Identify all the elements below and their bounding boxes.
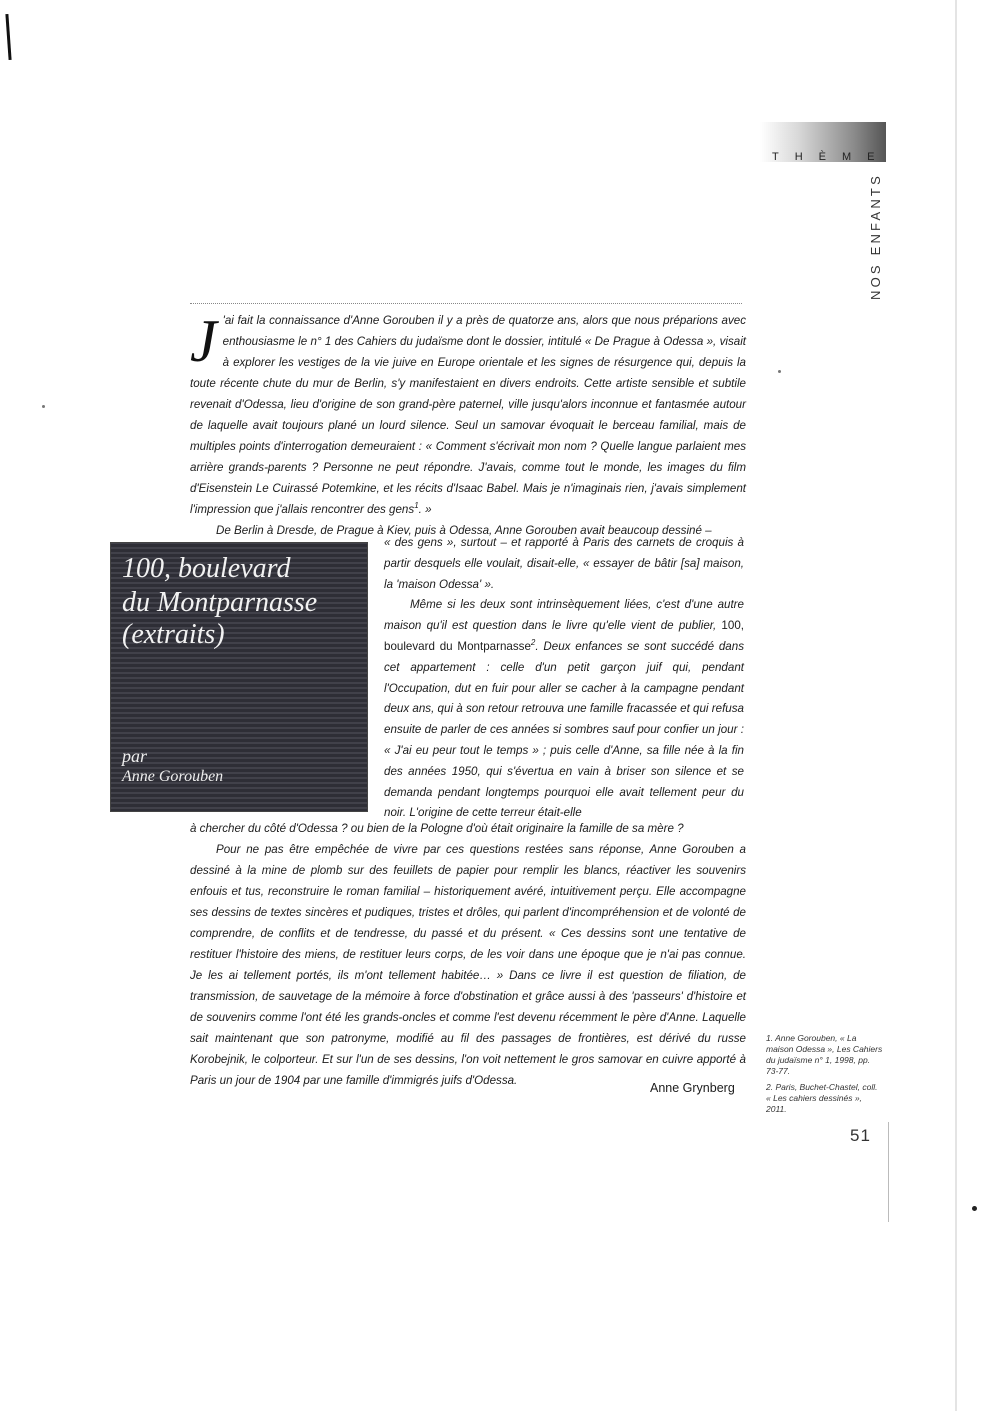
article-intro [190,310,746,541]
paragraph-3-end: à chercher du côté d'Odessa ? ou bien de la Pologne d'où était originaire la famille de sa mère ? [190,822,684,835]
paragraph-1-text: 'ai fait la connaissance d'Anne Gorouben il y a près de quatorze ans, alors que nous préparions avec enthousiasme le n° 1 des Cahiers du judaïsme dont le dossier, intitulé « De Prague à Odessa », visait à explorer les vestiges de la vie juive en Europe orientale et les signes de résurgence qui, depuis la toute récente chute du mur de Berlin, s'y manifestaient en divers endroits. Cette artiste sensible et subtile revenait d'Odessa, lieu d'origine de son grand-père paternel, ville jusqu'alors inconnue et fantasmée autour de laquelle avait toujours plané un lourd silence. Seul un samovar évoquait le berceau familial, mais de multiples points d'interrogation demeuraient : « Comment s'écrivait mon nom ? Quelle langue parlaient mes arrière grands-parents ? Personne ne peut répondre. J'avais, comme tout le monde, les images du film d'Eisenstein Le Cuirassé Potemkine, et les récits d'Isaac Babel. Mais je n'imaginais rien, j'avais simplement l'impression que j'allais rencontrer des gens [190,314,746,516]
drop-cap: J [190,308,217,374]
title-box [110,542,368,812]
top-rule [190,303,742,304]
scan-speck [972,1206,977,1211]
section-label: THÈME [772,151,891,163]
page-number: 51 [850,1126,871,1145]
footnote-1: 1. Anne Gorouben, « La maison Odessa », Les Cahiers du judaïsme n° 1, 1998, pp. 73-77. [766,1033,883,1076]
byline-author: Anne Gorouben [122,768,224,785]
page-edge [955,0,957,1411]
scan-speck [42,405,45,408]
article-title-line-2: du Montparnasse [122,587,318,618]
article-body [190,818,746,1091]
paragraph-2-rest: « des gens », surtout – et rapporté à Paris des carnets de croquis à partir desquels elle voulait, disait-elle, « essayer de bâtir [sa] maison, la 'maison Odessa' ». [384,536,744,591]
paragraph-1-end: . » [418,503,432,516]
article-right-column [384,533,744,824]
author-signature: Anne Grynberg [650,1081,735,1095]
article-title-line-1: 100, boulevard [122,553,291,584]
footnotes [766,1033,884,1120]
paragraph-3 [384,595,744,824]
paragraph-1 [190,310,746,520]
margin-mark [5,14,11,60]
footnote-ref-2[interactable]: 2 [530,638,536,648]
vertical-section-label: NOS ENFANTS [868,173,883,300]
paragraph-2-start: De Berlin à Dresde, de Prague à Kiev, puis à Odessa, Anne Gorouben avait beaucoup dessiné – [216,524,712,537]
paragraph-4: Pour ne pas être empêchée de vivre par ces questions restées sans réponse, Anne Gorouben a dessiné à la mine de plomb sur des feuillets de papier pour remplir les blancs, réactiver les souvenirs enfouis et tus, reconstruire le roman familial – historiquement avéré, intuitivement perçu. Elle accompagne ses dessins de textes sincères et pudiques, tristes et drôles, qui parlent d'incompréhension et de volonté de comprendre, de conflits et de tendresse, du passé et du présent. « Ces dessins sont une tentative de restituer l'histoire des miens, de restituer leurs corps, de les voir dans une époque que je n'ai pas connue. Je les ai tellement portés, ils m'ont tellement habitée… » Dans ce livre il est question de filiation, de transmission, de sauvetage de la mémoire à force d'obstination et grâce aussi à des 'passeurs' d'histoire et de souvenirs comme l'ont été les grands-oncles et comme l'est devenu récemment le père d'Anne. Laquelle sait maintenant que son patronyme, modifié au fil des passages de frontières, est dérivé du russe Korobejnik, le colporteur. Et sur l'un de ses dessins, l'on voit nettement le gros samovar en cuivre apporté à Paris un jour de 1904 par une famille d'immigrés juifs d'Odessa. [190,843,746,1087]
scan-speck [778,370,781,373]
page-number-rule [888,1122,889,1222]
article-title-line-3: (extraits) [122,619,225,650]
byline-prefix: par [122,746,148,766]
book-title: 100, boulevard du Montparnasse [384,619,744,653]
paragraph-3-a: Même si les deux sont intrinsèquement liées, c'est d'une autre maison qu'il est question dans le livre qu'elle vient de publier, [384,598,744,633]
footnote-2: 2. Paris, Buchet-Chastel, coll. « Les cahiers dessinés », 2011. [766,1082,878,1114]
paragraph-3-b: . Deux enfances se sont succédé dans cet appartement : celle d'un petit garçon juif qui, pendant l'Occupation, dut en fuir pour aller se cacher à la campagne pendant deux ans, qui à son retour retrouva une famille fracassée et qui refusa ensuite de parler de ces années si sombres sauf pour confier un jour : « J'ai eu peur tout le temps » ; puis celle d'Anne, sa fille née à la fin des années 1950, qui s'évertua en vain à briser son silence et se demanda pendant longtemps pourquoi elle avait tellement peur du noir. L'origine de cette terreur était-elle [384,639,745,820]
footnote-ref-1[interactable]: 1 [414,501,419,511]
